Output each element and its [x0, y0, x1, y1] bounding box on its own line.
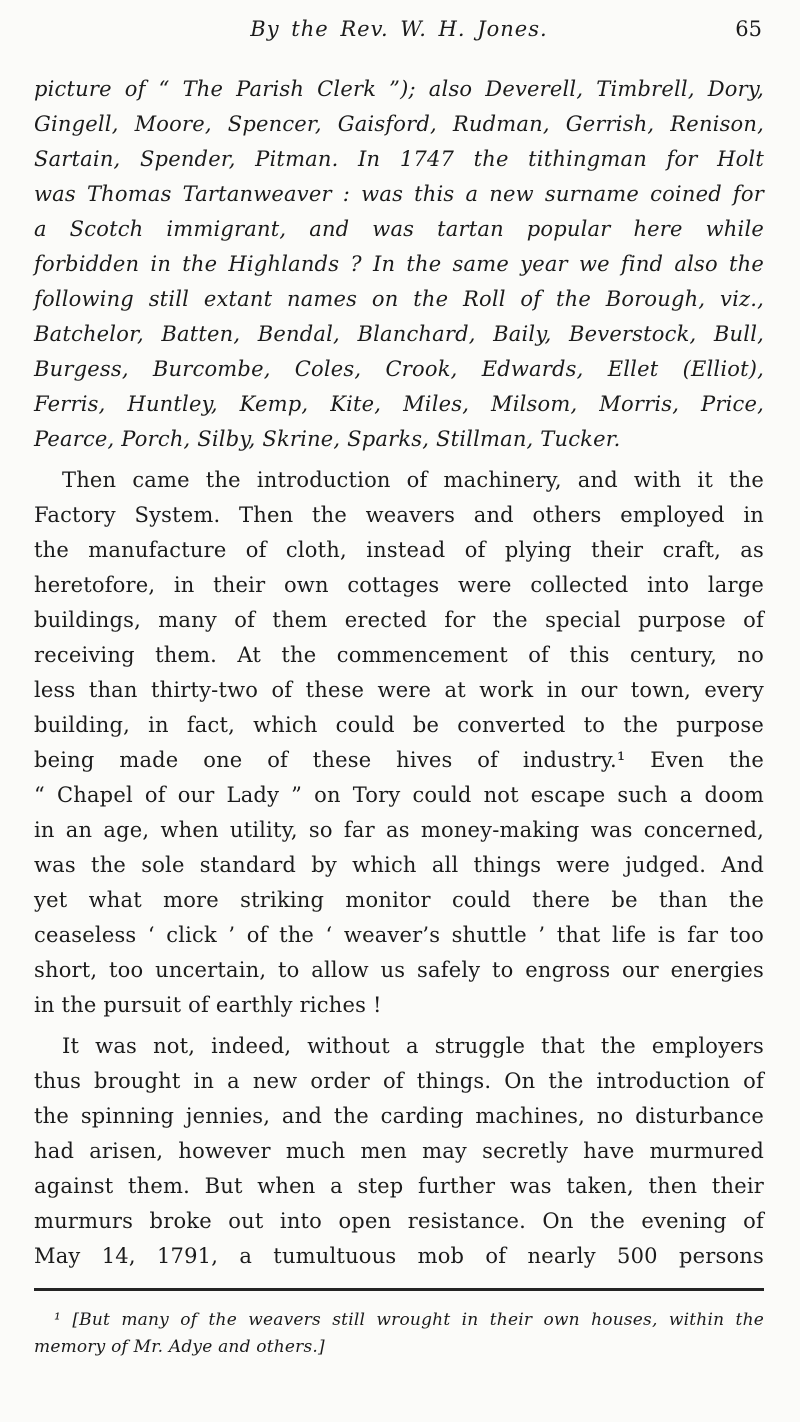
text-line: was the sole standard by which all things were judged. And: [34, 853, 764, 877]
text-line: Sartain, Spender, Pitman. In 1747 the tithingman for Holt: [34, 147, 764, 171]
text-line: heretofore, in their own cottages were collected into large: [34, 573, 764, 597]
text-line: forbidden in the Highlands ? In the same year we find also the: [34, 252, 764, 276]
body-text: [34, 72, 764, 1274]
text-line: short, too uncertain, to allow us safely to engross our energies: [34, 958, 764, 982]
text-line: following still extant names on the Roll of the Borough, viz.,: [34, 287, 764, 311]
paragraph: [34, 463, 764, 1023]
text-line: was Thomas Tartanweaver : was this a new surname coined for: [34, 182, 764, 206]
text-line: It was not, indeed, without a struggle that the employers: [62, 1034, 764, 1058]
paragraph: [34, 72, 764, 457]
text-line: against them. But when a step further was taken, then their: [34, 1174, 764, 1198]
text-line: the manufacture of cloth, instead of plying their craft, as: [34, 538, 764, 562]
text-line: less than thirty-two of these were at work in our town, every: [34, 678, 764, 702]
text-line: memory of Mr. Adye and others.]: [34, 1337, 325, 1357]
text-line: ceaseless ‘ click ’ of the ‘ weaver’s shuttle ’ that life is far too: [34, 923, 764, 947]
text-line: yet what more striking monitor could there be than the: [34, 888, 764, 912]
text-line: Batchelor, Batten, Bendal, Blanchard, Baily, Beverstock, Bull,: [34, 322, 764, 346]
text-line: building, in fact, which could be converted to the purpose: [34, 713, 764, 737]
text-line: in the pursuit of earthly riches !: [34, 993, 382, 1017]
text-line: Ferris, Huntley, Kemp, Kite, Miles, Milsom, Morris, Price,: [34, 392, 764, 416]
text-line: thus brought in a new order of things. On the introduction of: [34, 1069, 764, 1093]
text-line: Factory System. Then the weavers and others employed in: [34, 503, 764, 527]
text-line: picture of “ The Parish Clerk ”); also Deverell, Timbrell, Dory,: [34, 77, 764, 101]
text-line: buildings, many of them erected for the special purpose of: [34, 608, 764, 632]
text-line: murmurs broke out into open resistance. On the evening of: [34, 1209, 764, 1233]
text-line: Gingell, Moore, Spencer, Gaisford, Rudman, Gerrish, Renison,: [34, 112, 764, 136]
text-line: Then came the introduction of machinery, and with it the: [62, 468, 764, 492]
text-line: ¹ [But many of the weavers still wrought in their own houses, within the: [54, 1310, 764, 1330]
text-line: the spinning jennies, and the carding machines, no disturbance: [34, 1104, 764, 1128]
text-line: had arisen, however much men may secretly have murmured: [34, 1139, 764, 1163]
footnote: [34, 1307, 764, 1361]
text-line: “ Chapel of our Lady ” on Tory could not escape such a doom: [34, 783, 764, 807]
text-line: Burgess, Burcombe, Coles, Crook, Edwards, Ellet (Elliot),: [34, 357, 764, 381]
footnote-rule: [34, 1288, 764, 1291]
text-line: in an age, when utility, so far as money-making was concerned,: [34, 818, 764, 842]
running-header: [34, 14, 764, 44]
page-number: 65: [735, 17, 762, 41]
text-line: May 14, 1791, a tumultuous mob of nearly 500 persons: [34, 1244, 764, 1268]
header-title: By the Rev. W. H. Jones.: [250, 17, 548, 41]
text-line: receiving them. At the commencement of this century, no: [34, 643, 764, 667]
text-line: a Scotch immigrant, and was tartan popular here while: [34, 217, 764, 241]
paragraph: [34, 1029, 764, 1274]
text-line: being made one of these hives of industry.¹ Even the: [34, 748, 764, 772]
text-line: Pearce, Porch, Silby, Skrine, Sparks, Stillman, Tucker.: [34, 427, 621, 451]
